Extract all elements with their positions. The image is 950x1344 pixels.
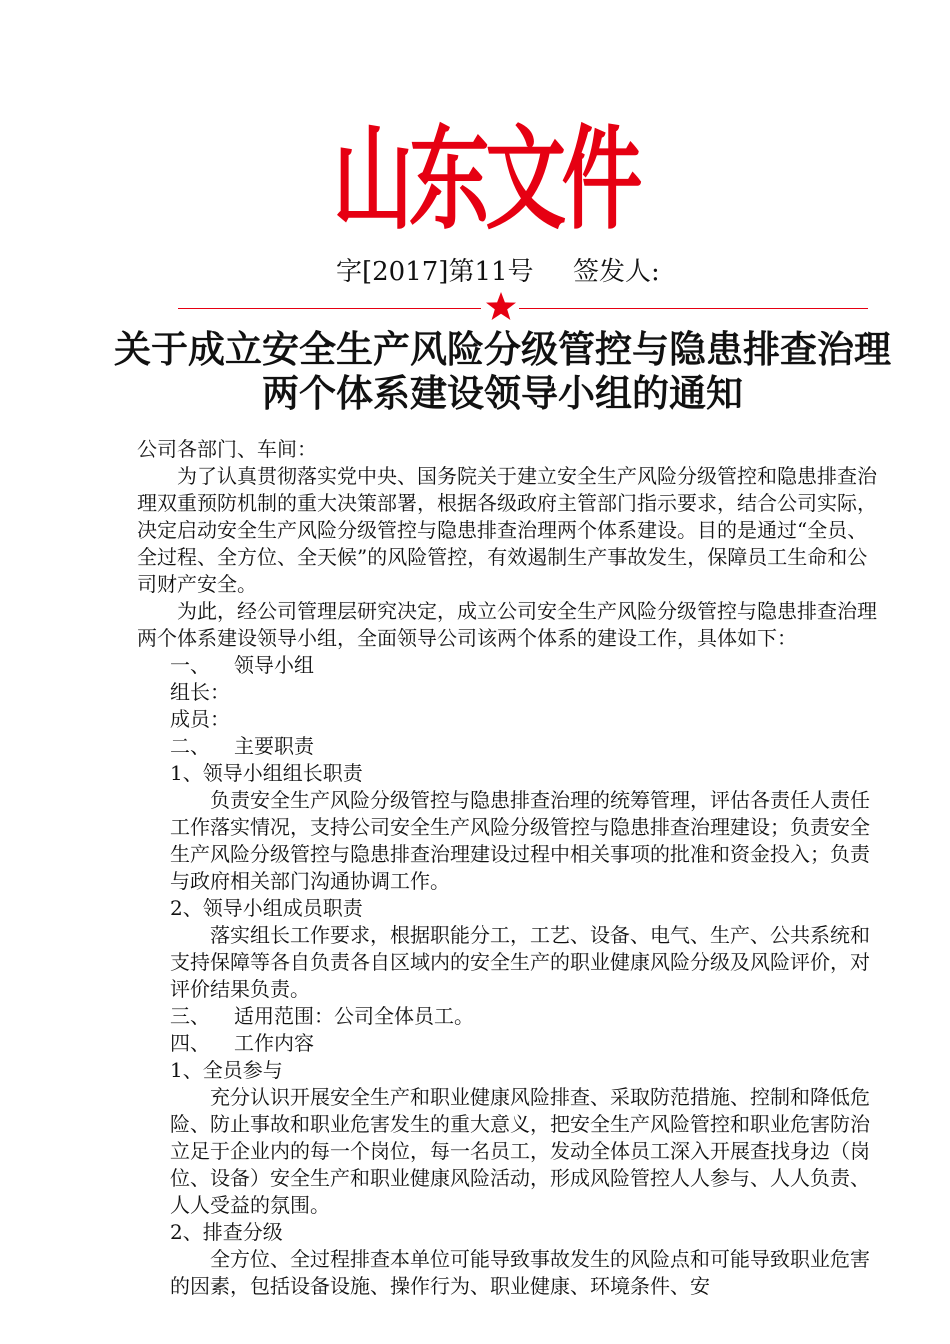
red-divider-left (178, 308, 481, 309)
subsection-paragraph: 全方位、全过程排查本单位可能导致事故发生的风险点和可能导致职业危害的因素，包括设备设施、操作行为、职业健康、环境条件、安 (170, 1247, 870, 1298)
masthead-title: 山东文件 (332, 114, 638, 245)
document-number: 字[2017]第11号 (336, 257, 534, 287)
section-title: 领导小组 (234, 653, 314, 677)
section-heading-3 (137, 1003, 882, 1030)
section-number: 三、 (170, 1004, 210, 1028)
notice-title-line1: 关于成立安全生产风险分级管控与隐患排查治理 (114, 328, 891, 371)
members-label: 成员： (170, 707, 230, 731)
subsection-heading: 2、领导小组成员职责 (170, 896, 363, 920)
section-title: 工作内容 (234, 1031, 314, 1055)
section-title: 主要职责 (234, 734, 314, 758)
section-heading-4 (137, 1030, 882, 1057)
salutation: 公司各部门、车间： (137, 437, 317, 461)
subsection-heading: 1、全员参与 (170, 1058, 283, 1082)
paragraph-purpose: 为了认真贯彻落实党中央、国务院关于建立安全生产风险分级管控和隐患排查治理双重预防机制的重大决策部署，根据各级政府主管部门指示要求，结合公司实际，决定启动安全生产风险分级管控与隐患排查治理两个体系建设。目的是通过“全员、全过程、全方位、全天候”的风险管控，有效遏制生产事故发生，保障员工生命和公司财产安全。 (137, 464, 877, 596)
subsection-heading: 2、排查分级 (170, 1220, 283, 1244)
section-number: 四、 (170, 1031, 210, 1055)
subsection-paragraph: 充分认识开展安全生产和职业健康风险排查、采取防范措施、控制和降低危险、防止事故和职业危害发生的重大意义，把安全生产风险管控和职业危害防治立足于企业内的每一个岗位，每一名员工，发动全体员工深入开展查找身边（岗位、设备）安全生产和职业健康风险活动，形成风险管控人人参与、人人负责、人人受益的氛围。 (170, 1085, 870, 1217)
section-number: 二、 (170, 734, 210, 758)
subsection-paragraph: 负责安全生产风险分级管控与隐患排查治理的统筹管理，评估各责任人责任工作落实情况，支持公司安全生产风险分级管控与隐患排查治理建设；负责安全生产风险分级管控与隐患排查治理建设过程中相关事项的批准和资金投入；负责与政府相关部门沟通协调工作。 (170, 788, 870, 893)
signer-label: 签发人: (573, 257, 660, 287)
notice-body (137, 436, 882, 1300)
section-title: 适用范围：公司全体员工。 (234, 1004, 474, 1028)
star-icon (485, 291, 517, 323)
section-heading-1 (137, 652, 882, 679)
subsection-heading: 1、领导小组组长职责 (170, 761, 363, 785)
section-number: 一、 (170, 653, 210, 677)
leader-label: 组长： (170, 680, 230, 704)
red-divider-right (519, 308, 868, 309)
section-heading-2 (137, 733, 882, 760)
notice-title-line2: 两个体系建设领导小组的通知 (262, 372, 743, 415)
paragraph-decision: 为此，经公司管理层研究决定，成立公司安全生产风险分级管控与隐患排查治理两个体系建设领导小组，全面领导公司该两个体系的建设工作，具体如下： (137, 599, 877, 650)
subsection-paragraph: 落实组长工作要求，根据职能分工，工艺、设备、电气、生产、公共系统和支持保障等各自负责各自区域内的安全生产的职业健康风险分级及风险评价，对评价结果负责。 (170, 923, 870, 1001)
notice-title (0, 328, 950, 416)
